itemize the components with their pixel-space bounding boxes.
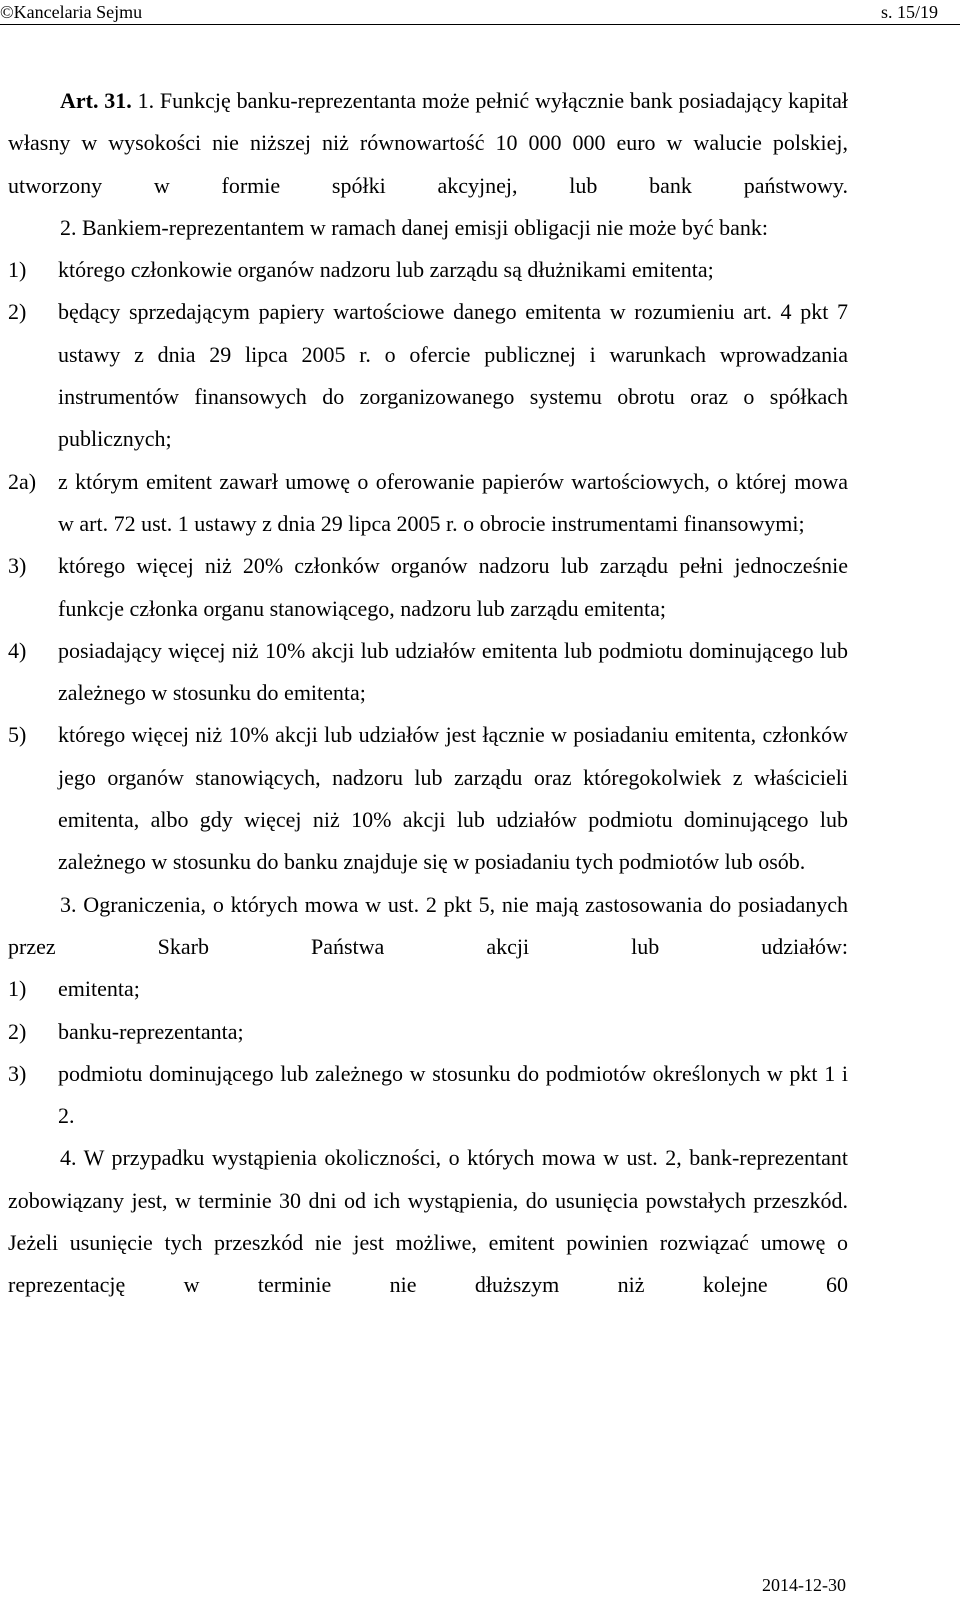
header-copyright: ©Kancelaria Sejmu xyxy=(0,2,143,22)
art31-p2-list xyxy=(8,249,848,883)
art31-paragraph-1 xyxy=(8,80,848,207)
list-item-number: 2) xyxy=(8,299,27,325)
list-item-text: posiadający więcej niż 10% akcji lub udziałów emitenta lub podmiotu dominującego lub zależnego w stosunku do emitenta; xyxy=(58,637,848,706)
list-item-text: którego członkowie organów nadzoru lub zarządu są dłużnikami emitenta; xyxy=(58,257,714,283)
list-item xyxy=(8,291,848,460)
article-label: Art. 31. xyxy=(60,88,132,113)
list-item-number: 3) xyxy=(8,1060,27,1086)
list-item xyxy=(8,630,848,715)
list-item xyxy=(8,249,848,291)
list-item-text: będący sprzedającym papiery wartościowe danego emitenta w rozumieniu art. 4 pkt 7 ustawy z dnia 29 lipca 2005 r. o ofercie publicznej i warunkach wprowadzania instrumentów finansowych do zorganizowanego systemu obrotu oraz o spółkach publicznych; xyxy=(58,299,848,452)
art31-p3-list xyxy=(8,968,848,1137)
list-item-text: banku-reprezentanta; xyxy=(58,1018,244,1044)
list-item-text: emitenta; xyxy=(58,976,140,1002)
list-item xyxy=(8,714,848,883)
list-item xyxy=(8,968,848,1010)
list-item-number: 1) xyxy=(8,257,27,283)
footer-date: 2014-12-30 xyxy=(762,1575,846,1595)
list-item-text: podmiotu dominującego lub zależnego w stosunku do podmiotów określonych w pkt 1 i 2. xyxy=(58,1060,848,1129)
list-item-number: 3) xyxy=(8,553,27,579)
list-item-number: 4) xyxy=(8,637,27,663)
list-item-number: 2a) xyxy=(8,468,37,494)
list-item-number: 1) xyxy=(8,976,27,1002)
art31-p1-text: 1. Funkcję banku-reprezentanta może pełnić wyłącznie bank posiadający kapitał własny w wysokości nie niższej niż równowartość 10 000 000 euro w walucie polskiej, utworzony w formie spółki akcyjnej, lub bank państwowy. xyxy=(8,88,848,198)
art31-paragraph-3: 3. Ograniczenia, o których mowa w ust. 2 pkt 5, nie mają zastosowania do posiadanych przez Skarb Państwa akcji lub udziałów: xyxy=(8,891,848,959)
page-header xyxy=(0,0,960,25)
list-item-number: 5) xyxy=(8,722,27,748)
list-item-text: z którym emitent zawarł umowę o oferowanie papierów wartościowych, o której mowa w art. 72 ust. 1 ustawy z dnia 29 lipca 2005 r. o obrocie instrumentami finansowymi; xyxy=(58,468,848,536)
list-item xyxy=(8,545,848,630)
list-item xyxy=(8,461,848,546)
art31-paragraph-4: 4. W przypadku wystąpienia okoliczności, o których mowa w ust. 2, bank-reprezentant zobowiązany jest, w terminie 30 dni od ich wystąpienia, do usunięcia powstałych przeszkód. Jeżeli usunięcie tych przeszkód nie jest możliwe, emitent powinien rozwiązać umowę o reprezentację w terminie nie dłuższym niż kolejne 60 xyxy=(8,1145,848,1298)
list-item-number: 2) xyxy=(8,1018,27,1044)
list-item-text: którego więcej niż 10% akcji lub udziałów jest łącznie w posiadaniu emitenta, członków jego organów stanowiących, nadzoru lub zarządu oraz któregokolwiek z właścicieli emitenta, albo gdy więcej niż 10% akcji lub udziałów podmiotu dominującego lub zależnego w stosunku do banku znajduje się w posiadaniu tych podmiotów lub osób. xyxy=(58,722,848,875)
list-item xyxy=(8,1053,848,1138)
list-item-text: którego więcej niż 20% członków organów nadzoru lub zarządu pełni jednocześnie funkcje członka organu stanowiącego, nadzoru lub zarządu emitenta; xyxy=(58,553,848,621)
document-body xyxy=(8,80,848,1307)
list-item xyxy=(8,1011,848,1053)
header-page-number: s. 15/19 xyxy=(880,2,938,22)
art31-paragraph-2: 2. Bankiem-reprezentantem w ramach danej emisji obligacji nie może być bank: xyxy=(60,214,769,240)
